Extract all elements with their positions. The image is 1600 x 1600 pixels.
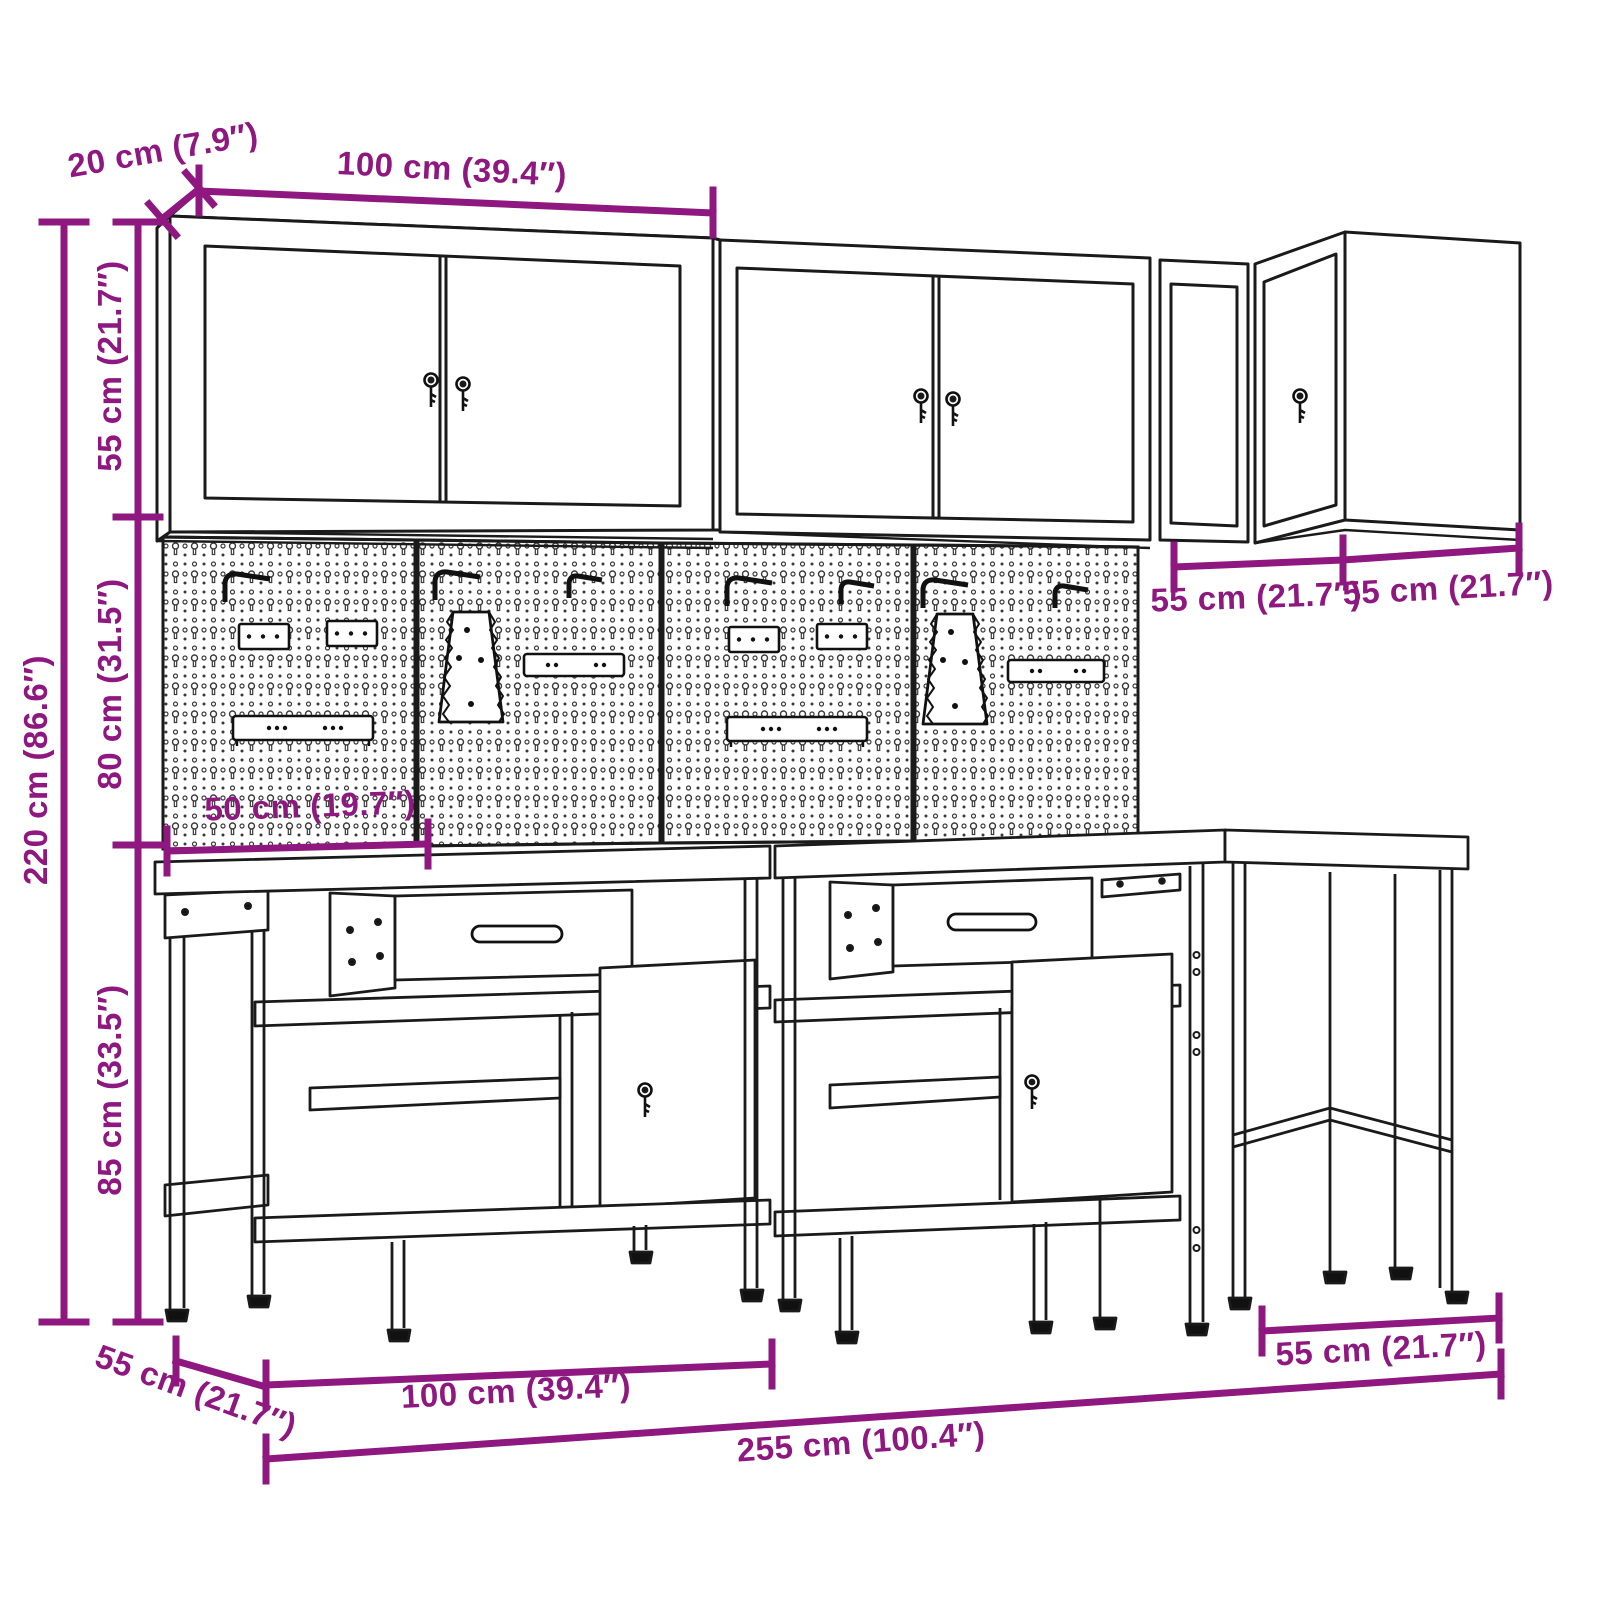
workbench-2-cabinet-door [1012, 954, 1172, 1202]
corner-wall-cabinet [1255, 232, 1520, 543]
dim-label-cabinet-width: 100 cm (39.4″) [336, 144, 568, 193]
dim-label-pegboard-height: 80 cm (31.5″) [91, 578, 128, 790]
dim-label-right-cabinet-width-b: 55 cm (21.7″) [1341, 563, 1555, 612]
workbench-2-drawer [893, 878, 1092, 966]
workbench-1-cabinet-door [600, 960, 755, 1208]
dim-label-side-table-width: 55 cm (21.7″) [1274, 1324, 1488, 1373]
workbench-1 [155, 846, 770, 1341]
dim-label-bench-height: 85 cm (33.5″) [91, 984, 128, 1196]
pegboard-panel-3 [663, 543, 912, 843]
wall-cabinet-3 [1160, 260, 1248, 542]
dim-label-pegboard-width: 50 cm (19.7″) [203, 783, 417, 828]
dim-label-total-height: 220 cm (86.6″) [17, 654, 54, 886]
side-table [1225, 830, 1468, 1309]
dim-label-right-cabinet-width-a: 55 cm (21.7″) [1149, 574, 1363, 619]
wall-cabinet-row [157, 190, 1520, 548]
wall-cabinet-2 [720, 240, 1150, 548]
dim-label-total-width: 255 cm (100.4″) [735, 1414, 987, 1469]
wall-cabinet-1 [157, 190, 713, 548]
dim-label-cabinet-height: 55 cm (21.7″) [91, 260, 128, 472]
workbench-1-left-frame [165, 890, 270, 1321]
workbench-2-right-rail [1186, 864, 1208, 1335]
workbench-2 [775, 830, 1225, 1343]
dim-label-cabinet-depth: 20 cm (7.9″) [64, 114, 261, 185]
dim-label-bench-depth: 55 cm (21.7″) [90, 1337, 302, 1445]
dim-label-bench-width: 100 cm (39.4″) [400, 1366, 632, 1415]
workbench-1-drawer [395, 890, 632, 980]
